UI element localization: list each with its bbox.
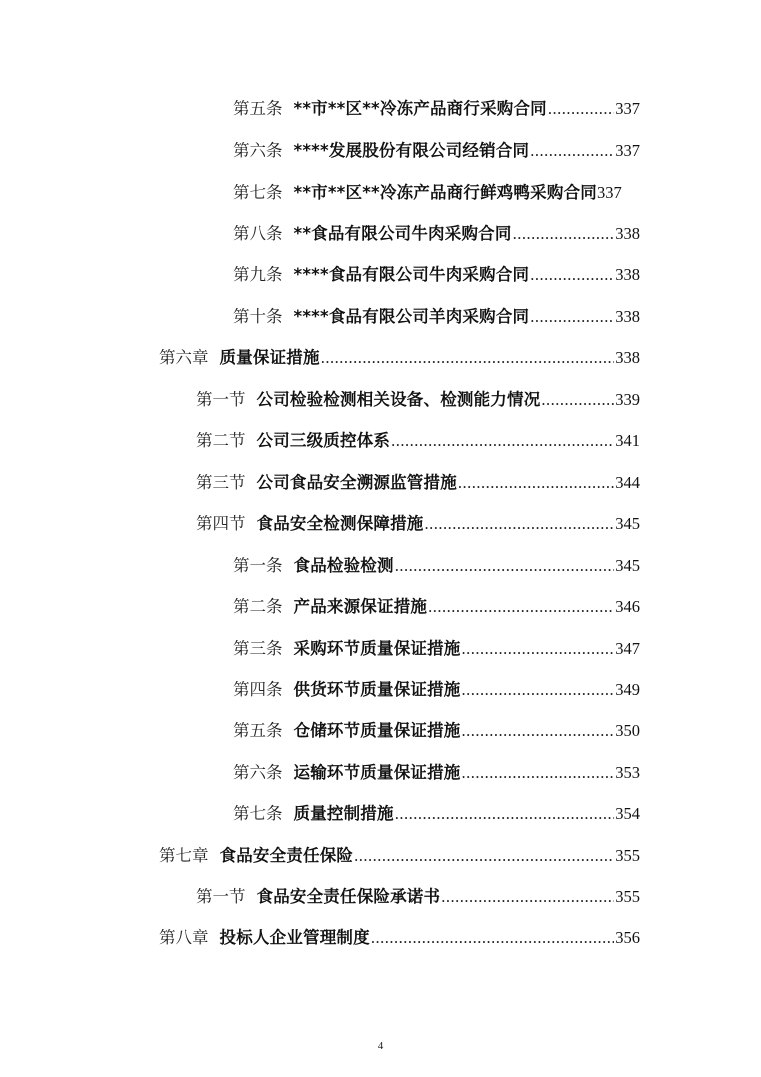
- toc-entry-label: 第六条: [233, 141, 283, 160]
- toc-entry-label: 第七章: [159, 846, 209, 865]
- toc-entry-page: 338: [615, 224, 640, 243]
- toc-entry-title: 仓储环节质量保证措施: [293, 721, 461, 740]
- toc-dot-leader: [530, 262, 614, 288]
- toc-entry-label: 第一节: [196, 887, 246, 906]
- toc-entry-title: 公司食品安全溯源监管措施: [256, 473, 457, 492]
- toc-entry-title: 公司三级质控体系: [256, 431, 391, 450]
- toc-entry-title: 公司检验检测相关设备、检测能力情况: [256, 390, 541, 409]
- toc-dot-leader: [513, 221, 615, 247]
- toc-dot-leader: [462, 760, 615, 786]
- toc-entry-page: 337: [615, 141, 640, 160]
- toc-entry[interactable]: [233, 138, 640, 164]
- toc-entry[interactable]: [233, 594, 640, 620]
- toc-entry-label: 第十条: [233, 307, 283, 326]
- toc-dot-leader: [428, 594, 614, 620]
- toc-entry-title: ****食品有限公司牛肉采购合同: [293, 265, 530, 284]
- toc-entry-page: 339: [615, 390, 640, 409]
- toc-entry-page: 345: [615, 514, 640, 533]
- toc-dot-leader: [530, 304, 614, 330]
- toc-entry-label: 第七条: [233, 183, 283, 202]
- toc-entry-label: 第八条: [233, 224, 283, 243]
- toc-entry[interactable]: [159, 843, 640, 869]
- toc-entry-page: 338: [615, 307, 640, 326]
- toc-entry-label: 第四条: [233, 680, 283, 699]
- toc-dot-leader: [548, 96, 614, 122]
- toc-entry-page: 346: [615, 597, 640, 616]
- toc-entry[interactable]: [233, 96, 640, 122]
- toc-entry-page: 338: [615, 348, 640, 367]
- toc-entry-title: 食品检验检测: [293, 556, 394, 575]
- toc-entry-label: 第八章: [159, 928, 209, 947]
- toc-entry[interactable]: [159, 925, 640, 951]
- toc-entry-title: ****食品有限公司羊肉采购合同: [293, 307, 530, 326]
- toc-entry-label: 第九条: [233, 265, 283, 284]
- toc-dot-leader: [458, 470, 614, 496]
- toc-entry-title: 食品安全责任保险承诺书: [256, 887, 441, 906]
- toc-entry-label: 第二节: [196, 431, 246, 450]
- toc-entry-label: 第五条: [233, 721, 283, 740]
- toc-entry-title: 运输环节质量保证措施: [293, 763, 461, 782]
- toc-entry-label: 第四节: [196, 514, 246, 533]
- toc-entry-title: 食品安全责任保险: [219, 846, 354, 865]
- toc-entry-page: 344: [615, 473, 640, 492]
- toc-entry-label: 第六条: [233, 763, 283, 782]
- toc-entry-page: 338: [615, 265, 640, 284]
- toc-dot-leader: [441, 884, 614, 910]
- toc-entry-title: 供货环节质量保证措施: [293, 680, 461, 699]
- toc-entry-label: 第六章: [159, 348, 209, 367]
- toc-entry[interactable]: [196, 428, 640, 454]
- toc-entry[interactable]: [196, 387, 640, 413]
- toc-entry[interactable]: [196, 884, 640, 910]
- toc-entry[interactable]: [233, 760, 640, 786]
- toc-dot-leader: [541, 387, 614, 413]
- toc-entry[interactable]: [233, 636, 640, 662]
- toc-entry-title: 质量保证措施: [219, 348, 320, 367]
- toc-entry-page: 341: [615, 431, 640, 450]
- toc-entry-title: **食品有限公司牛肉采购合同: [293, 224, 512, 243]
- toc-entry[interactable]: [159, 345, 640, 371]
- toc-dot-leader: [462, 718, 615, 744]
- toc-dot-leader: [395, 553, 615, 579]
- toc-entry[interactable]: [196, 470, 640, 496]
- toc-dot-leader: [354, 843, 614, 869]
- toc-entry-title: **市**区**冷冻产品商行采购合同: [293, 99, 547, 118]
- toc-entry-label: 第二条: [233, 597, 283, 616]
- toc-entry-label: 第五条: [233, 99, 283, 118]
- toc-entry-label: 第一节: [196, 390, 246, 409]
- toc-entry-page: 356: [615, 928, 640, 947]
- toc-entry-label: 第一条: [233, 556, 283, 575]
- toc-dot-leader: [530, 138, 614, 164]
- toc-entry-title: ****发展股份有限公司经销合同: [293, 141, 530, 160]
- toc-entry-page: 350: [615, 721, 640, 740]
- toc-dot-leader: [321, 345, 615, 371]
- toc-entry-page: 337: [615, 99, 640, 118]
- toc-entry-label: 第三条: [233, 639, 283, 658]
- toc-entry[interactable]: [233, 718, 640, 744]
- toc-entry-page: 355: [615, 887, 640, 906]
- toc-entry[interactable]: [233, 677, 640, 703]
- toc-entry-page: 337: [596, 183, 622, 202]
- toc-dot-leader: [395, 801, 615, 827]
- toc-entry-label: 第七条: [233, 804, 283, 823]
- toc-entry-title: 质量控制措施: [293, 804, 394, 823]
- toc-entry-page: 354: [615, 804, 640, 823]
- toc-entry-page: 353: [615, 763, 640, 782]
- toc-entry-page: 355: [615, 846, 640, 865]
- toc-entry-label: 第三节: [196, 473, 246, 492]
- toc-dot-leader: [425, 511, 615, 537]
- toc-dot-leader: [371, 925, 614, 951]
- toc-entry-title: 食品安全检测保障措施: [256, 514, 424, 533]
- toc-entry[interactable]: [233, 262, 640, 288]
- toc-entry-title: 投标人企业管理制度: [219, 928, 370, 947]
- toc-entry-title: 采购环节质量保证措施: [293, 639, 461, 658]
- toc-dot-leader: [462, 677, 615, 703]
- toc-entry[interactable]: [233, 180, 663, 206]
- toc-entry[interactable]: [233, 553, 640, 579]
- toc-entry-page: 345: [615, 556, 640, 575]
- toc-entry[interactable]: [233, 304, 640, 330]
- toc-dot-leader: [462, 636, 615, 662]
- toc-entry-page: 349: [615, 680, 640, 699]
- toc-entry[interactable]: [233, 221, 640, 247]
- toc-entry-title: 产品来源保证措施: [293, 597, 428, 616]
- toc-entry[interactable]: [196, 511, 640, 537]
- toc-dot-leader: [391, 428, 614, 454]
- toc-entry-page: 347: [615, 639, 640, 658]
- toc-entry-title: **市**区**冷冻产品商行鲜鸡鸭采购合同: [293, 183, 597, 202]
- toc-entry[interactable]: [233, 801, 640, 827]
- page-number: 4: [377, 1040, 384, 1052]
